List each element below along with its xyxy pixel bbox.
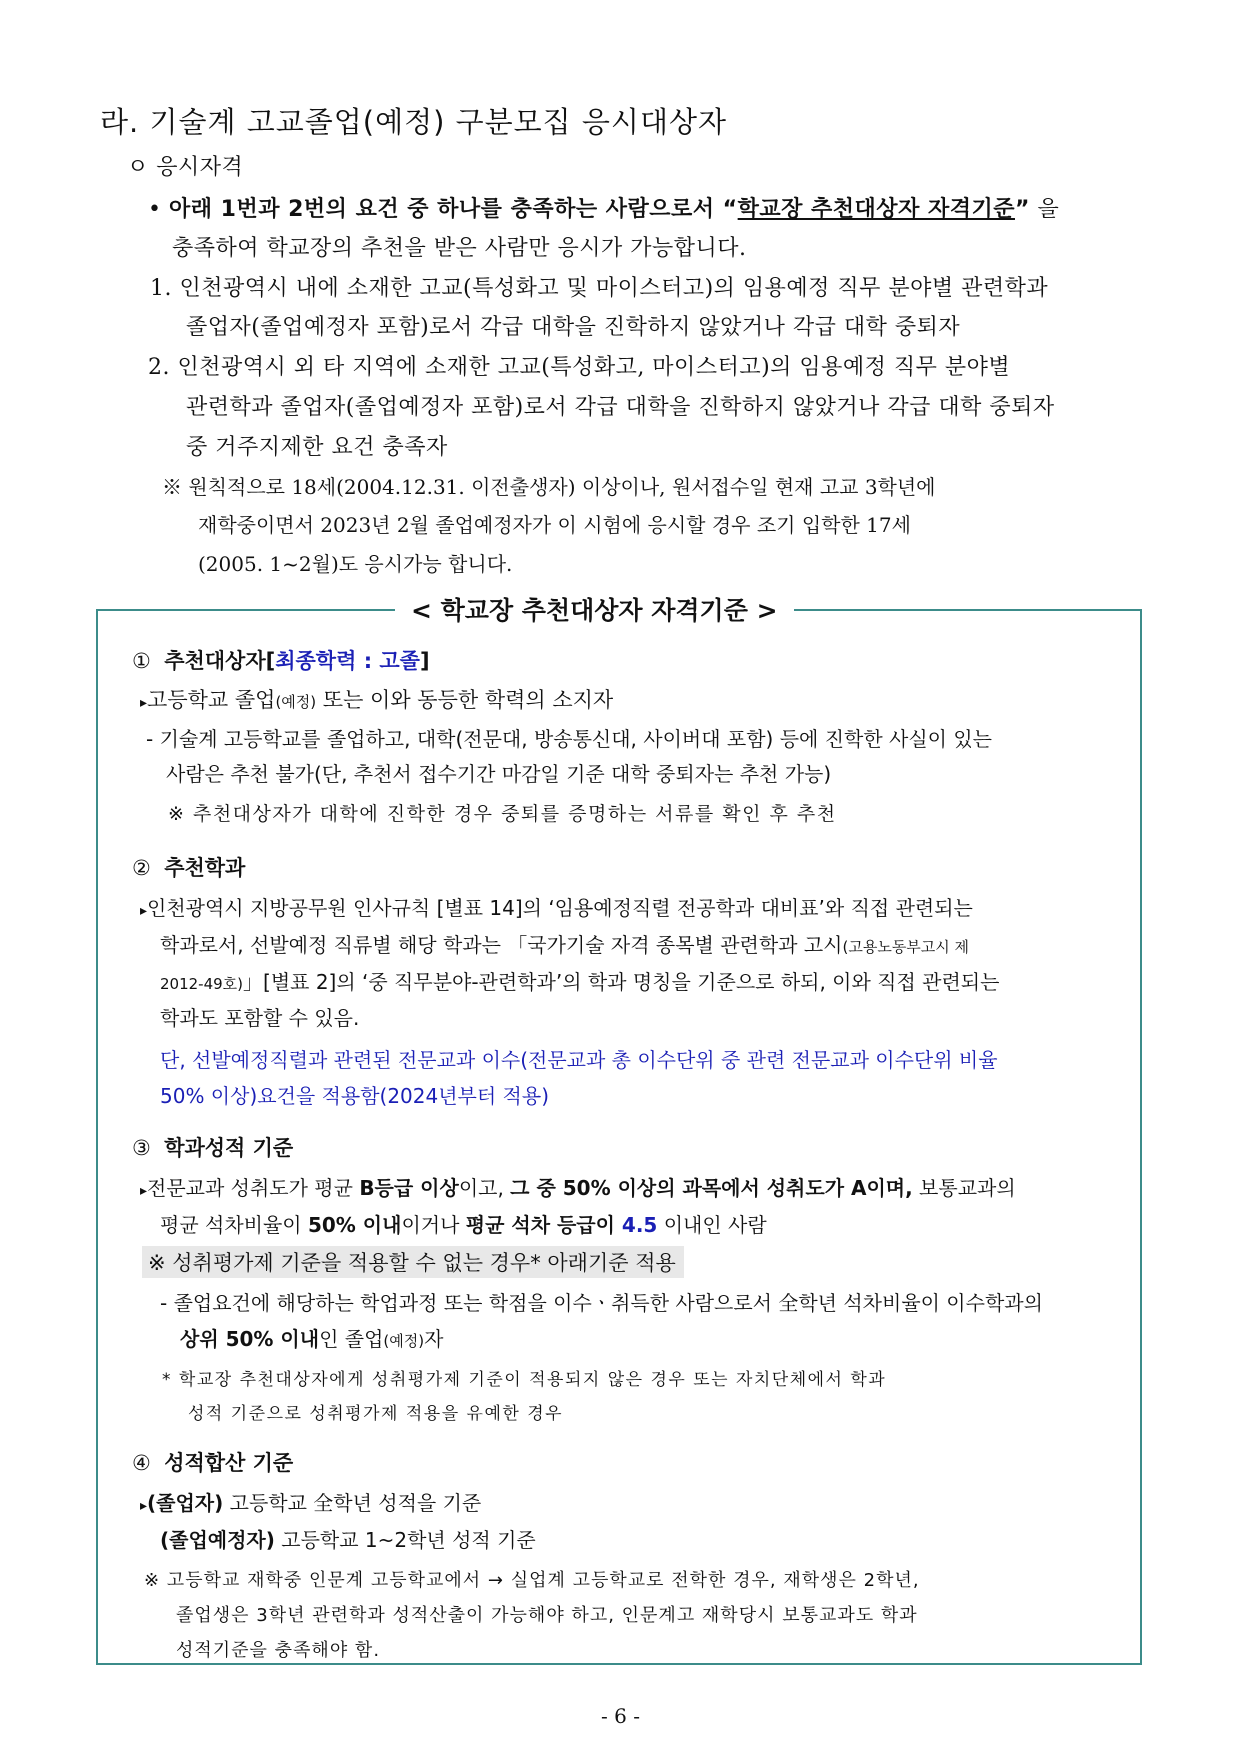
page-number: - 6 - xyxy=(601,1704,640,1728)
section4-line1: ▸(졸업자) 고등학교 全학년 성적을 기준 xyxy=(140,1491,482,1515)
section3-line1: ▸전문교과 성취도가 평균 B등급 이상이고, 그 중 50% 이상의 과목에서 성취도가 A이며, 보통교과의 xyxy=(140,1176,1016,1200)
section2-line1: ▸인천광역시 지방공무원 인사규칙 [별표 14]의 ‘임용예정직렬 전공학과 대비표’와 직접 관련되는 xyxy=(140,896,973,920)
intro-line-1: • 아래 1번과 2번의 요건 중 하나를 충족하는 사람으로서 “학교장 추천대상자 자격기준” 을 xyxy=(148,197,1060,222)
section4-note2: 졸업생은 3학년 관련학과 성적산출이 가능해야 하고, 인문계고 재학당시 보통교과도 학과 xyxy=(176,1605,918,1626)
section3-highlight-note: ※ 성취평가제 기준을 적용할 수 없는 경우* 아래기준 적용 xyxy=(142,1246,684,1278)
section4-heading: ④ 성적합산 기준 xyxy=(132,1451,294,1475)
arrow-icon: ▸ xyxy=(140,903,148,919)
section3-footnote2: 성적 기준으로 성취평가제 적용을 유예한 경우 xyxy=(188,1404,564,1424)
section4-note1: ※ 고등학교 재학중 인문계 고등학교에서 → 실업계 고등학교로 전학한 경우, 재학생은 2학년, xyxy=(144,1570,920,1591)
section2-blue-line2: 50% 이상)요건을 적용함(2024년부터 적용) xyxy=(160,1084,549,1108)
bullet-icon: • xyxy=(148,197,162,222)
item2-line2: 관련학과 졸업자(졸업예정자 포함)로서 각급 대학을 진학하지 않았거나 각급 대학 중퇴자 xyxy=(186,395,1055,420)
section2-line4: 학과도 포함할 수 있음. xyxy=(160,1006,360,1030)
section1-detail2: 사람은 추천 불가(단, 추천서 접수기간 마감일 기준 대학 중퇴자는 추천 가능) xyxy=(166,762,832,786)
section2-line2: 학과로서, 선발예정 직류별 해당 학과는 「국가기술 자격 종목별 관련학과 고시(고용노동부고시 제 xyxy=(160,933,970,957)
section3-heading: ③ 학과성적 기준 xyxy=(132,1136,294,1160)
section1-note: ※ 추천대상자가 대학에 진학한 경우 중퇴를 증명하는 서류를 확인 후 추천 xyxy=(168,803,837,825)
section3-line2: 평균 석차비율이 50% 이내이거나 평균 석차 등급이 4.5 이내인 사람 xyxy=(160,1213,767,1237)
note-age-line3: (2005. 1~2월)도 응시가능 합니다. xyxy=(198,552,513,576)
section4-note3: 성적기준을 충족해야 함. xyxy=(176,1640,381,1661)
item1-line2: 졸업자(졸업예정자 포함)로서 각급 대학을 진학하지 않았거나 각급 대학 중퇴자 xyxy=(186,315,961,340)
section1-heading: ① 추천대상자[최종학력 : 고졸] xyxy=(132,649,430,673)
qualification-label: ㅇ 응시자격 xyxy=(127,155,244,180)
arrow-icon: ▸ xyxy=(140,695,148,711)
section1-detail1: - 기술계 고등학교를 졸업하고, 대학(전문대, 방송통신대, 사이버대 포함) 등에 진학한 사실이 있는 xyxy=(146,727,992,751)
note-age-line2: 재학중이면서 2023년 2월 졸업예정자가 이 시험에 응시할 경우 조기 입학한 17세 xyxy=(198,513,911,537)
section3-footnote1: * 학교장 추천대상자에게 성취평가제 기준이 적용되지 않은 경우 또는 자치단체에서 학과 xyxy=(162,1370,887,1390)
intro-line-2: 충족하여 학교장의 추천을 받은 사람만 응시가 가능합니다. xyxy=(172,236,747,261)
section3-detail2: 상위 50% 이내인 졸업(예정)자 xyxy=(180,1327,444,1351)
section3-detail1: - 졸업요건에 해당하는 학업과정 또는 학점을 이수ㆍ취득한 사람으로서 全학년 석차비율이 이수학과의 xyxy=(160,1291,1043,1315)
section2-blue-line1: 단, 선발예정직렬과 관련된 전문교과 이수(전문교과 총 이수단위 중 관련 전문교과 이수단위 비율 xyxy=(160,1048,998,1072)
section2-line3: 2012-49호)」[별표 2]의 ‘중 직무분야-관련학과’의 학과 명칭을 기준으로 하되, 이와 직접 관련되는 xyxy=(160,970,1000,994)
section2-heading: ② 추천학과 xyxy=(132,856,246,880)
note-age-line1: ※ 원칙적으로 18세(2004.12.31. 이전출생자) 이상이나, 원서접수일 현재 고교 3학년에 xyxy=(162,475,936,499)
item1-line1: 1. 인천광역시 내에 소재한 고교(특성화고 및 마이스터고)의 임용예정 직무 분야별 관련학과 xyxy=(150,276,1049,301)
section4-line2: (졸업예정자) 고등학교 1~2학년 성적 기준 xyxy=(160,1528,536,1552)
criteria-box-title: < 학교장 추천대상자 자격기준 > xyxy=(395,591,794,627)
arrow-icon: ▸ xyxy=(140,1498,148,1514)
arrow-icon: ▸ xyxy=(140,1183,148,1199)
item2-line3: 중 거주지제한 요건 충족자 xyxy=(186,435,448,460)
section-heading: 라. 기술계 고교졸업(예정) 구분모집 응시대상자 xyxy=(100,105,727,139)
section1-line1: ▸고등학교 졸업(예정) 또는 이와 동등한 학력의 소지자 xyxy=(140,688,614,712)
item2-line1: 2. 인천광역시 외 타 지역에 소재한 고교(특성화고, 마이스터고)의 임용예정 직무 분야별 xyxy=(148,355,1011,380)
